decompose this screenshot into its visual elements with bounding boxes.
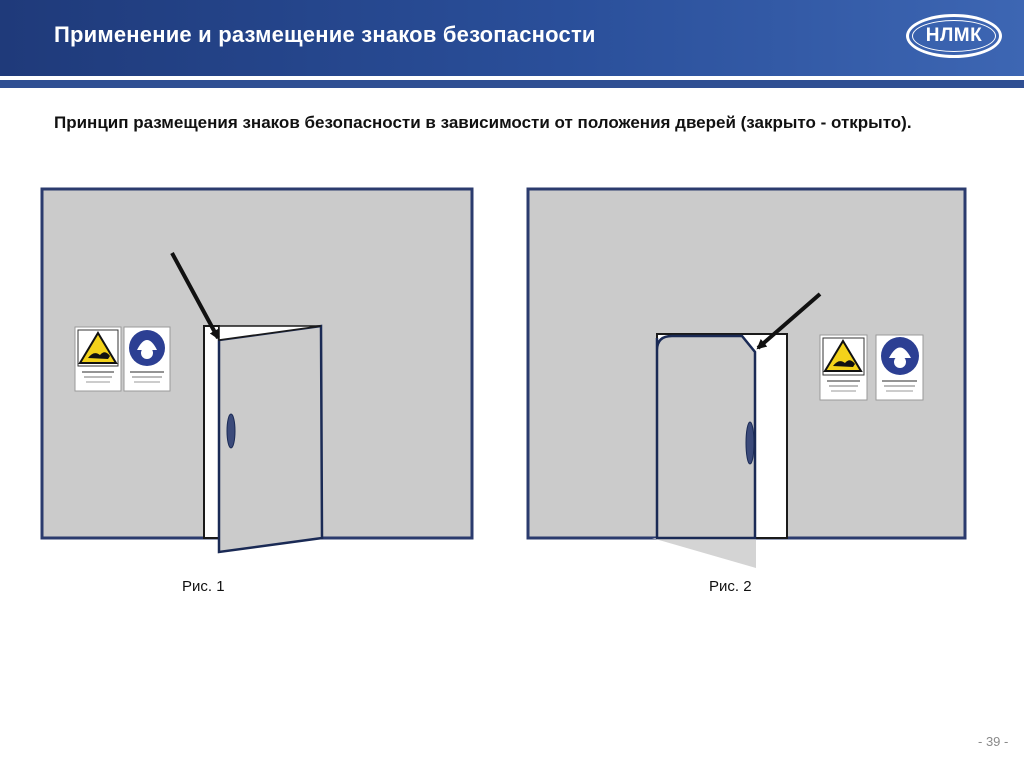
closed-door-panel bbox=[657, 336, 755, 538]
slide-subtitle: Принцип размещения знаков безопасности в зависимости от положения дверей (закрыто - открыто). bbox=[54, 113, 912, 132]
door-frame-1 bbox=[204, 326, 219, 538]
page-number: - 39 - bbox=[978, 734, 1009, 749]
mandatory-sign-1 bbox=[124, 327, 170, 391]
slide-title: Применение и размещение знаков безопасности bbox=[54, 22, 596, 47]
door-handle-2 bbox=[746, 422, 754, 464]
mandatory-sign-2 bbox=[876, 335, 923, 400]
figure-1-caption: Рис. 1 bbox=[182, 578, 225, 595]
warning-sign-2 bbox=[820, 335, 867, 400]
door-shadow bbox=[652, 538, 756, 568]
figure-2 bbox=[528, 189, 965, 568]
warning-sign-1 bbox=[75, 327, 121, 391]
figure-1 bbox=[42, 189, 472, 552]
figure-2-caption: Рис. 2 bbox=[709, 578, 752, 595]
logo-text: НЛМК bbox=[925, 25, 983, 46]
door-handle-1 bbox=[227, 414, 235, 448]
